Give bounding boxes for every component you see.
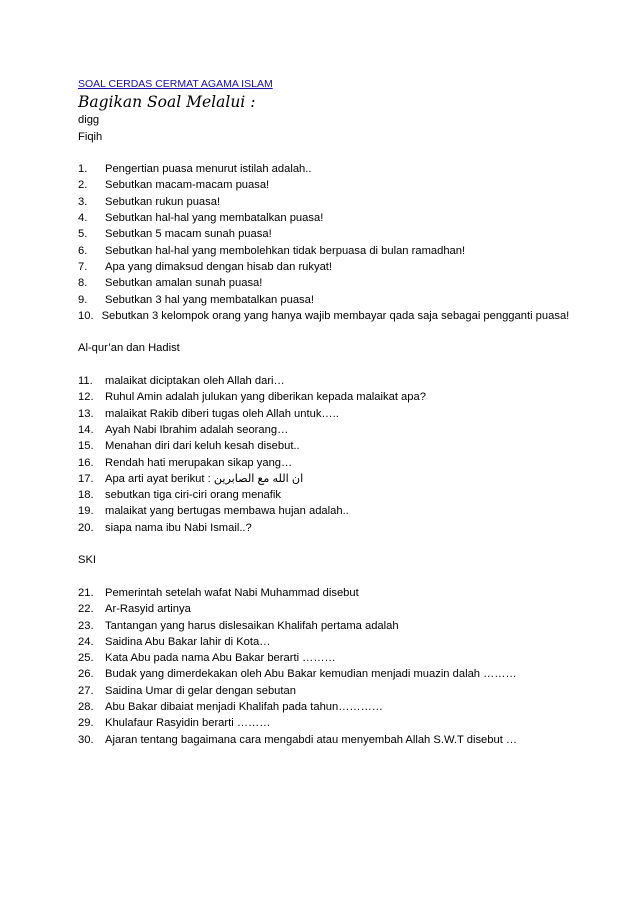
question-number: 30. [78,733,94,746]
question-number: 8. [78,277,88,290]
question-number: 2. [78,179,88,192]
spacer [78,569,578,585]
question-text: Sebutkan 3 hal yang membatalkan puasa! [105,293,314,306]
question-number: 21. [78,586,94,599]
question-item [78,732,578,748]
section-title-ski: SKI [78,554,97,567]
question-text: Sebutkan amalan sunah puasa! [105,277,263,290]
question-text: Sebutkan hal-hal yang membatalkan puasa! [105,212,324,225]
question-text: Sebutkan 5 macam sunah puasa! [105,228,272,241]
question-text: Ruhul Amin adalah julukan yang diberikan kepada malaikat apa? [105,391,426,404]
question-item [78,210,578,226]
question-text: Saidina Abu Bakar lahir di Kota… [105,635,271,648]
question-number: 27. [78,684,94,697]
spacer [78,536,578,552]
question-text: Ar-Rasyid artinya [105,603,191,616]
section-title-fiqih: Fiqih [78,130,103,143]
share-heading: Bagikan Soal Melalui : [78,93,256,112]
question-item [78,292,578,308]
question-number: 18. [78,489,94,502]
question-number: 7. [78,260,88,273]
question-text: Sebutkan macam-macam puasa! [105,179,270,192]
question-item [78,194,578,210]
question-text: Rendah hati merupakan sikap yang… [105,456,293,469]
question-item [78,243,578,259]
question-text-latin: Apa arti ayat berikut : [105,472,211,485]
question-text: sebutkan tiga ciri-ciri orang menafik [105,489,281,502]
arabic-verse: ان الله مع الصابرين [213,472,304,485]
question-number: 20. [78,521,94,534]
question-item-17 [78,471,578,487]
question-item [78,161,578,177]
question-item [78,177,578,193]
question-item [78,601,578,617]
question-item [78,406,578,422]
question-item [78,520,578,536]
question-number: 16. [78,456,94,469]
spacer [78,324,578,340]
spacer [78,357,578,373]
question-item [78,226,578,242]
question-item [78,373,578,389]
question-text: malaikat yang bertugas membawa hujan adalah.. [105,505,349,518]
question-item [78,699,578,715]
question-number: 13. [78,407,94,420]
question-number: 25. [78,652,94,665]
question-number: 11. [78,375,93,388]
question-number: 12. [78,391,94,404]
question-number: 5. [78,228,88,241]
question-text: Ayah Nabi Ibrahim adalah seorang… [105,423,289,436]
question-item [78,650,578,666]
question-text: Pengertian puasa menurut istilah adalah.. [105,163,312,176]
title-link[interactable]: SOAL CERDAS CERMAT AGAMA ISLAM [78,78,273,90]
question-item [78,666,578,682]
question-text: Budak yang dimerdekakan oleh Abu Bakar kemudian menjadi muazin dalah ……… [105,668,517,681]
question-number: 1. [78,163,88,176]
quran-hadist-question-item17-list [78,471,578,487]
question-text: Abu Bakar dibaiat menjadi Khalifah pada tahun………… [105,700,383,713]
question-item [78,715,578,731]
question-number: 17. [78,472,94,485]
question-item [78,585,578,601]
question-text: Apa yang dimaksud dengan hisab dan rukyat! [105,260,333,273]
question-text: Menahan diri dari keluh kesah disebut.. [105,440,300,453]
question-number: 10. [78,309,94,322]
quran-hadist-question-list-continued [78,487,578,536]
question-number: 22. [78,603,94,616]
question-text: Sebutkan rukun puasa! [105,195,221,208]
question-item [78,259,578,275]
question-text: Sebutkan hal-hal yang membolehkan tidak berpuasa di bulan ramadhan! [105,244,466,257]
question-text: malaikat Rakib diberi tugas oleh Allah untuk….. [105,407,339,420]
question-number: 14. [78,423,94,436]
question-item [78,389,578,405]
question-item [78,455,578,471]
question-item [78,487,578,503]
share-option-digg[interactable]: digg [78,114,100,127]
question-text: Khulafaur Rasyidin berarti ……… [105,717,271,730]
spacer [78,145,578,161]
question-text: Pemerintah setelah wafat Nabi Muhammad disebut [105,586,359,599]
question-number: 28. [78,700,94,713]
question-item [78,618,578,634]
question-number: 3. [78,195,88,208]
question-number: 15. [78,440,94,453]
question-number: 19. [78,505,94,518]
question-text: malaikat diciptakan oleh Allah dari… [105,375,285,388]
question-item-10 [78,308,578,324]
question-item [78,683,578,699]
question-number: 24. [78,635,94,648]
document-page [78,76,578,748]
fiqih-question-list [78,161,578,308]
question-text: Sebutkan 3 kelompok orang yang hanya wajib membayar qada saja sebagai pengganti puasa! [101,309,570,322]
question-text: Kata Abu pada nama Abu Bakar berarti ……… [105,652,336,665]
question-number: 9. [78,293,88,306]
quran-hadist-question-list [78,373,578,471]
question-text: Tantangan yang harus dislesaikan Khalifah pertama adalah [105,619,399,632]
question-item [78,438,578,454]
question-text [105,471,578,487]
question-number: 29. [78,717,94,730]
question-number: 4. [78,212,88,225]
question-text: Saidina Umar di gelar dengan sebutan [105,684,296,697]
question-number: 23. [78,619,94,632]
question-item [78,634,578,650]
ski-question-list [78,585,578,748]
question-number: 26. [78,668,94,681]
question-text: siapa nama ibu Nabi Ismail..? [105,521,252,534]
section-title-quran-hadist: Al-qur’an dan Hadist [78,342,180,355]
question-number: 6. [78,244,88,257]
question-item [78,422,578,438]
question-item [78,275,578,291]
question-item [78,503,578,519]
question-text: Ajaran tentang bagaimana cara mengabdi atau menyembah Allah S.W.T disebut … [105,733,518,746]
